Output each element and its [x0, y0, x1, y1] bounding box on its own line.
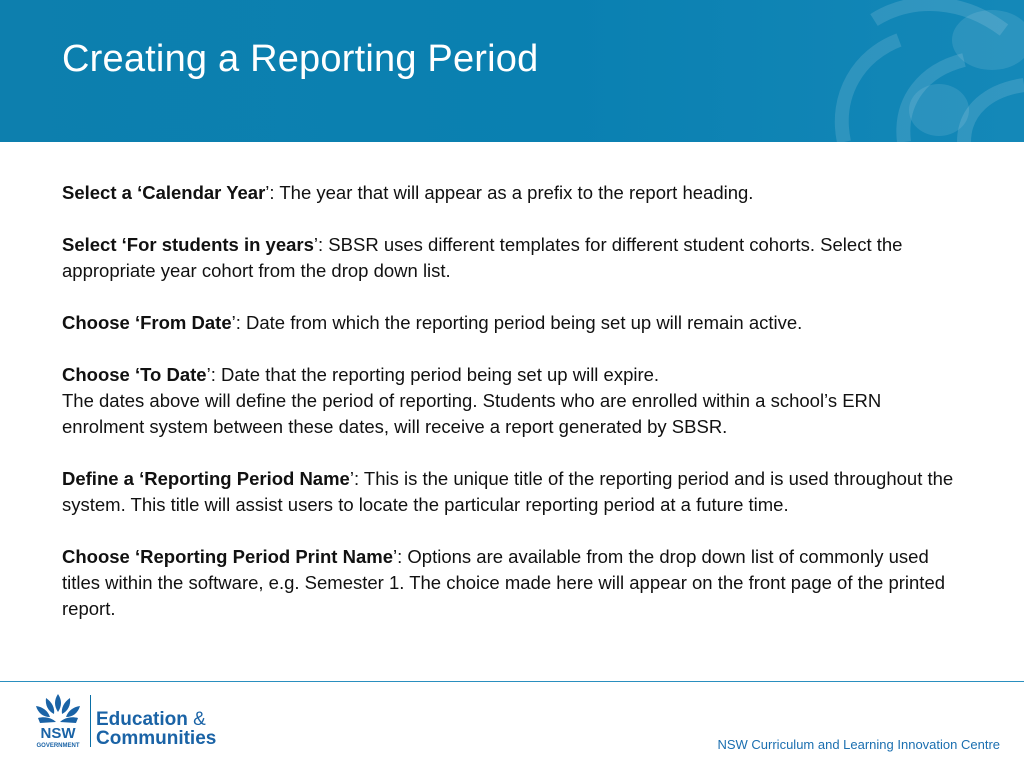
logo-nsw-text: NSW [40, 725, 76, 742]
paragraph-calendar-year [62, 180, 962, 206]
paragraph-text: ’: Date that the reporting period being set up will expire. [206, 364, 660, 385]
logo-wordmark [96, 710, 216, 748]
slide-header [0, 0, 1024, 142]
paragraph-text: ’: The year that will appear as a prefix to the report heading. [265, 182, 754, 203]
paragraph-heading: Choose ‘From Date [62, 312, 232, 333]
waratah-watermark-icon [724, 0, 1024, 142]
paragraph-heading: Select a ‘Calendar Year [62, 182, 266, 203]
logo-divider [90, 695, 91, 747]
paragraph-students-in-years [62, 232, 962, 284]
paragraph-extra-text: The dates above will define the period of reporting. Students who are enrolled within a school’s ERN enrolment system between these dates, will receive a report generated by SBSR. [62, 390, 882, 437]
paragraph-text: ’: This is the unique title of the reporting period and is used throughout the system. This title will assist users to locate the particular reporting period at a future time. [62, 468, 954, 515]
paragraph-heading: Define a ‘Reporting Period Name [62, 468, 350, 489]
paragraph-reporting-period-name [62, 466, 962, 518]
logo-government-text: GOVERNMENT [36, 743, 80, 749]
footer-credit: NSW Curriculum and Learning Innovation Centre [717, 737, 1000, 752]
paragraph-heading: Choose ‘Reporting Period Print Name [62, 546, 393, 567]
paragraph-from-date [62, 310, 962, 336]
paragraph-heading: Choose ‘To Date [62, 364, 207, 385]
logo-line2: Communities [96, 728, 217, 749]
slide-body [62, 180, 962, 648]
paragraph-text: ’: Options are available from the drop down list of commonly used titles within the software, e.g. Semester 1. The choice made here will appear on the front page of the printed report. [62, 546, 946, 619]
waratah-logo-icon [36, 694, 80, 723]
logo-line1: Education [96, 709, 188, 730]
footer-divider [0, 681, 1024, 682]
paragraph-print-name [62, 544, 962, 622]
paragraph-heading: Select ‘For students in years [62, 234, 314, 255]
slide-title: Creating a Reporting Period [62, 38, 539, 80]
logo-ampersand: & [193, 709, 206, 730]
paragraph-to-date [62, 362, 962, 440]
paragraph-text: ’: Date from which the reporting period being set up will remain active. [231, 312, 803, 333]
paragraph-text: ’: SBSR uses different templates for different student cohorts. Select the appropriate year cohort from the drop down list. [62, 234, 903, 281]
